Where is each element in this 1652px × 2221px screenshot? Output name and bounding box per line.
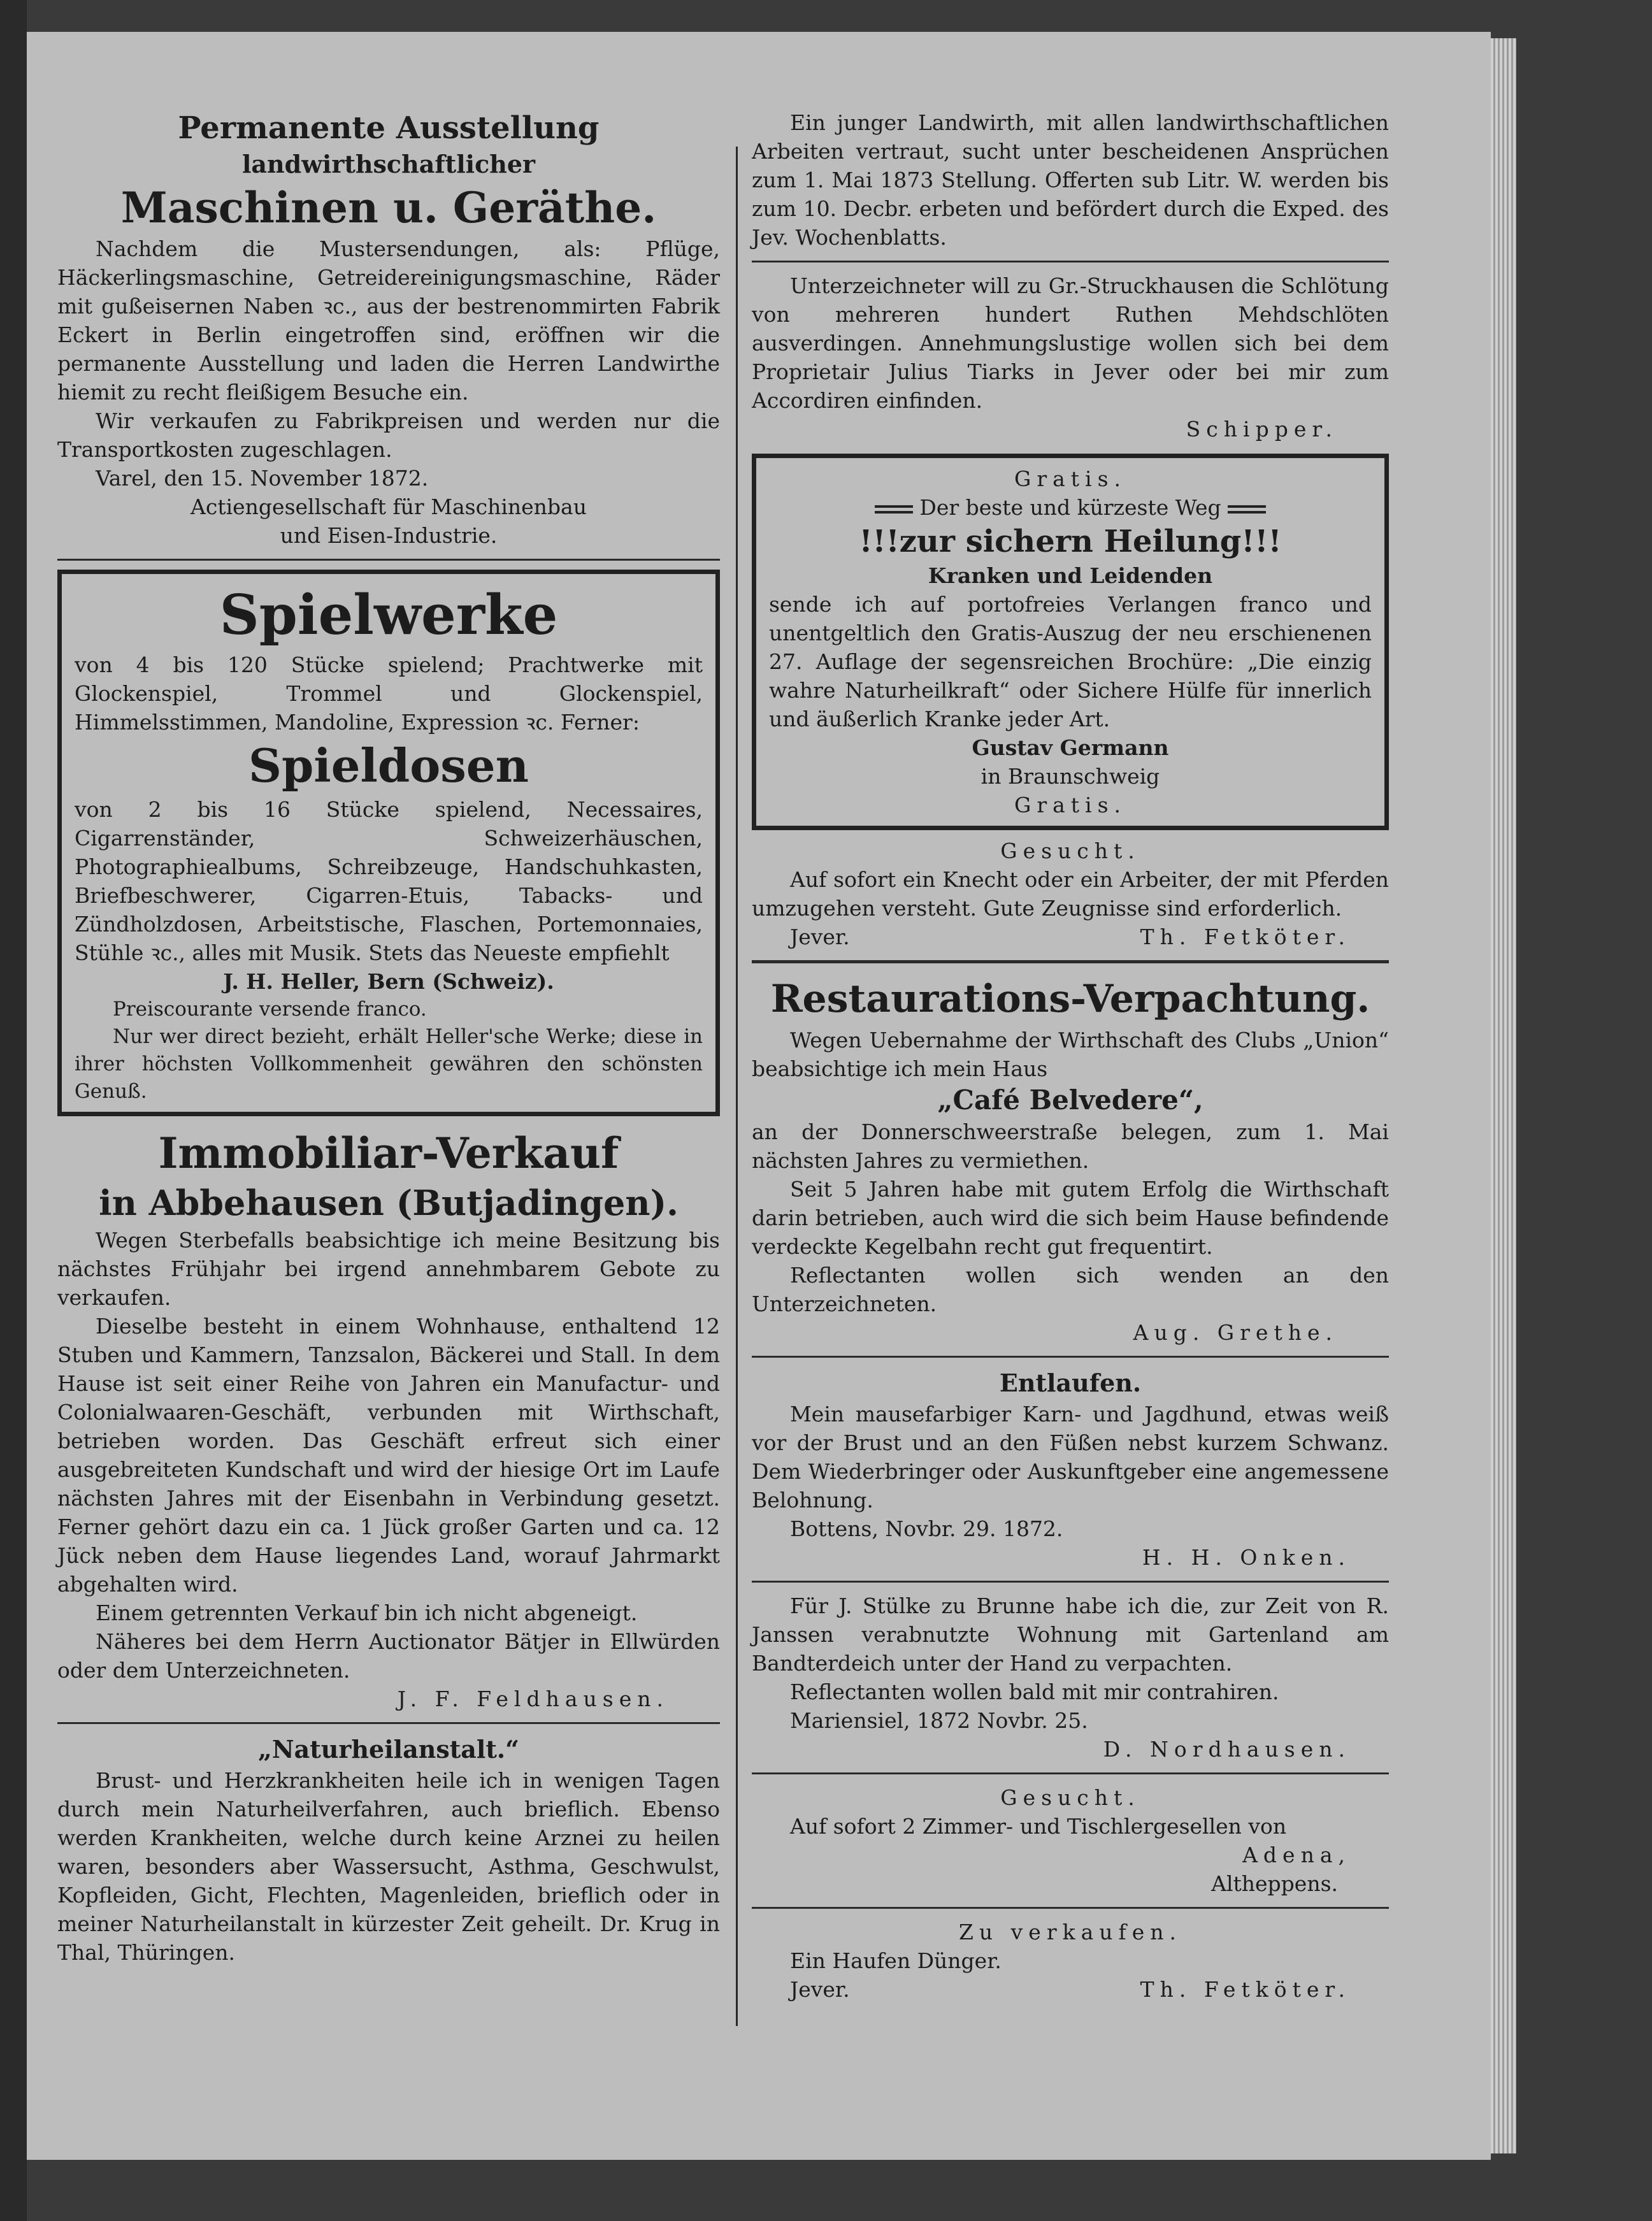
signer: Adena,	[1242, 1843, 1351, 1867]
divider	[752, 1356, 1389, 1358]
divider	[752, 1581, 1389, 1583]
ad-body: Ein Haufen Dünger.	[790, 1948, 1002, 1973]
ad-subtitle: in Abbehausen (Butjadingen).	[99, 1182, 679, 1223]
divider	[752, 1907, 1389, 1909]
signer: Actiengesellschaft für Maschinenbau	[190, 494, 587, 519]
ad-subtitle: landwirthschaftlicher	[241, 150, 536, 178]
signer: J. F. Feldhausen.	[397, 1686, 669, 1711]
ad-body: sende ich auf portofreies Verlangen franco und unentgeltlich den Gratis-Auszug der neu erschienenen 27. Auflage der segensreichen Brochüre: „Die einzig wahre Naturheilkraft“ oder Sichere Hülfe für innerlich und äußerlich Kranke jeder Art.	[769, 592, 1372, 731]
place: Jever.	[790, 1977, 850, 2002]
ad-immobilien	[57, 1126, 720, 1713]
ad-note: Nur wer direct bezieht, erhält Heller'sche Werke; diese in ihrer höchsten Vollkommenheit gewähren den schönsten Genuß.	[75, 1025, 703, 1103]
ad-body: Auf sofort 2 Zimmer- und Tischlergesellen von	[790, 1814, 1287, 1839]
dateline: Mariensiel, 1872 Novbr. 25.	[790, 1708, 1088, 1733]
ornament-rule	[875, 505, 913, 514]
ad-gratis	[752, 454, 1389, 830]
right-column	[752, 108, 1389, 2004]
ad-line-text: Der beste und kürzeste Weg	[919, 495, 1221, 520]
ad-body: Wegen Sterbefalls beabsichtige ich meine Besitzung bis nächstes Frühjahr bei irgend annehmbarem Gebote zu verkaufen.	[57, 1228, 720, 1310]
ad-body: Brust- und Herzkrankheiten heile ich in wenigen Tagen durch mein Naturheilverfahren, auch brieflich. Ebenso werden Krankheiten, welche durch keine Arznei zu heilen waren, besonders aber Wassersucht, Asthma, Geschwulst, Kopfleiden, Gicht, Flechten, Magenleiden, brieflich oder in meiner Naturheilanstalt in kürzester Zeit geheilt. Dr. Krug in Thal, Thüringen.	[57, 1768, 720, 1965]
page-edges	[1491, 38, 1516, 2153]
signer: Aug. Grethe.	[1133, 1320, 1338, 1345]
signature-line	[752, 923, 1389, 951]
divider	[752, 960, 1389, 963]
ad-gesellen	[752, 1783, 1389, 1898]
ad-body: Ein junger Landwirth, mit allen landwirthschaftlichen Arbeiten vertraut, sucht unter bescheidenen Ansprüchen zum 1. Mai 1873 Stellung. Offerten sub Litr. W. werden bis zum 10. Decbr. erbeten und befördert durch die Exped. des Jev. Wochenblatts.	[752, 110, 1389, 250]
divider	[752, 261, 1389, 262]
ad-body: Reflectanten wollen bald mit mir contrahiren.	[790, 1679, 1279, 1704]
ad-subtitle: Kranken und Leidenden	[928, 563, 1213, 588]
ad-entlaufen	[752, 1367, 1389, 1572]
dateline: Varel, den 15. November 1872.	[96, 466, 429, 491]
signature-line	[752, 1975, 1389, 2004]
signer: D. Nordhausen.	[1103, 1737, 1351, 1762]
ad-label: Gratis.	[1014, 793, 1127, 817]
ad-duenger	[752, 1918, 1389, 2004]
ad-headline: Spieldosen	[248, 738, 529, 793]
ad-headline: Entlaufen.	[999, 1369, 1142, 1397]
ad-headline: Gesucht.	[1000, 838, 1140, 863]
ad-body: Seit 5 Jahren habe mit gutem Erfolg die Wirthschaft darin betrieben, auch wird die sich beim Hause befindende verdeckte Kegelbahn recht gut frequentirt.	[752, 1177, 1389, 1259]
signer: Gustav Germann	[972, 735, 1169, 760]
ad-headline: Zu verkaufen.	[958, 1920, 1182, 1944]
ad-name: „Café Belvedere“,	[937, 1084, 1203, 1116]
ad-headline: Spielwerke	[219, 583, 558, 647]
ad-body: Reflectanten wollen sich wenden an den Unterzeichneten.	[752, 1263, 1389, 1316]
ad-headline: „Naturheilanstalt.“	[258, 1735, 519, 1764]
ad-headline: Gesucht.	[1000, 1785, 1140, 1810]
ad-restauration	[752, 972, 1389, 1347]
ad-body: von 2 bis 16 Stücke spielend, Necessaires, Cigarrenständer, Schweizerhäuschen, Photographiealbums, Schreibzeuge, Handschuhkasten, Briefbeschwerer, Cigarren-Etuis, Tabacks- und Zündholzdosen, Arbeitstische, Flaschen, Portemonnaies, Stühle ꝛc., alles mit Musik. Stets das Neueste empfiehlt	[75, 797, 703, 965]
signer-place: Altheppens.	[1211, 1871, 1338, 1896]
signer: Th. Fetköter.	[1140, 1977, 1351, 2002]
dateline: Bottens, Novbr. 29. 1872.	[790, 1516, 1063, 1541]
ad-label: Gratis.	[1014, 466, 1127, 491]
ad-body: Für J. Stülke zu Brunne habe ich die, zur Zeit von R. Janssen verabnutzte Wohnung mit Gartenland am Bandterdeich unter der Hand zu verpachten.	[752, 1593, 1389, 1676]
ad-wohnung	[752, 1592, 1389, 1764]
ad-body: Wir verkaufen zu Fabrikpreisen und werden nur die Transportkosten zugeschlagen.	[57, 408, 720, 462]
divider	[57, 1722, 720, 1724]
ad-headline: Immobiliar-Verkauf	[158, 1128, 619, 1178]
ad-body: Unterzeichneter will zu Gr.-Struckhausen die Schlötung von mehreren hundert Ruthen Mehdschlöten ausverdingen. Annehmungslustige wollen sich bei dem Proprietair Julius Tiarks in Jever oder bei mir zum Accordiren einfinden.	[752, 273, 1389, 413]
ad-body: Einem getrennten Verkauf bin ich nicht abgeneigt.	[96, 1600, 638, 1625]
signer: H. H. Onken.	[1142, 1545, 1351, 1570]
signer-place: in Braunschweig	[980, 764, 1160, 789]
place: Jever.	[790, 924, 850, 949]
ad-note: Preiscourante versende franco.	[113, 998, 427, 1021]
divider	[752, 1772, 1389, 1774]
ad-spielwerke	[57, 570, 720, 1116]
ad-schloetung	[752, 271, 1389, 443]
ad-title: Permanente Ausstellung	[178, 110, 600, 146]
ad-line	[769, 493, 1372, 522]
signer: Th. Fetköter.	[1140, 924, 1351, 949]
ad-body: Nachdem die Mustersendungen, als: Pflüge, Häckerlingsmaschine, Getreidereinigungsmaschine, Räder mit gußeisernen Naben ꝛc., aus der bestrenommirten Fabrik Eckert in Berlin eingetroffen sind, eröffnen wir die permanente Ausstellung und laden die Herren Landwirthe hiemit zu recht fleißigem Besuche ein.	[57, 236, 720, 405]
ad-body: Auf sofort ein Knecht oder ein Arbeiter, der mit Pferden umzugehen versteht. Gute Zeugnisse sind erforderlich.	[752, 867, 1389, 921]
ad-landwirth	[752, 108, 1389, 252]
ad-body: Mein mausefarbiger Karn- und Jagdhund, etwas weiß vor der Brust und an den Füßen nebst kurzem Schwanz. Dem Wiederbringer oder Auskunftgeber eine angemessene Belohnung.	[752, 1402, 1389, 1513]
ad-body: von 4 bis 120 Stücke spielend; Prachtwerke mit Glockenspiel, Trommel und Glockenspiel, Himmelsstimmen, Mandoline, Expression ꝛc. Ferner:	[75, 652, 703, 735]
ad-knecht	[752, 837, 1389, 951]
ad-naturheil	[57, 1733, 720, 1967]
signer: und Eisen-Industrie.	[280, 523, 498, 548]
divider	[57, 559, 720, 561]
ornament-rule	[1228, 505, 1266, 514]
ad-headline: Maschinen u. Geräthe.	[120, 183, 657, 233]
ad-headline: Restaurations-Verpachtung.	[770, 977, 1370, 1021]
ad-body: Dieselbe besteht in einem Wohnhause, enthaltend 12 Stuben und Kammern, Tanzsalon, Bäckerei und Stall. In dem Hause ist seit einer Reihe von Jahren ein Manufactur- und Colonialwaaren-Geschäft, verbunden mit Wirthschaft, betrieben worden. Das Geschäft erfreut sich einer ausgebreiteten Kundschaft und wird der hiesige Ort im Laufe nächsten Jahres mit der Eisenbahn in Verbindung gesetzt. Ferner gehört dazu ein ca. 1 Jück großer Garten und ca. 12 Jück neben dem Hause liegendes Land, worauf Jahrmarkt abgehalten wird.	[57, 1314, 720, 1597]
left-column	[57, 108, 720, 1967]
ad-exhibition	[57, 108, 720, 550]
ad-body: Wegen Uebernahme der Wirthschaft des Clubs „Union“ beabsichtige ich mein Haus	[752, 1028, 1389, 1081]
ad-body: an der Donnerschweerstraße belegen, zum 1. Mai nächsten Jahres zu vermiethen.	[752, 1119, 1389, 1173]
ad-body: Näheres bei dem Herrn Auctionator Bätjer in Ellwürden oder dem Unterzeichneten.	[57, 1629, 720, 1683]
signer: Schipper.	[1186, 417, 1338, 442]
column-divider	[736, 147, 738, 2026]
ad-headline: !!!zur sichern Heilung!!!	[859, 524, 1282, 559]
book-binding	[0, 0, 27, 2221]
signer: J. H. Heller, Bern (Schweiz).	[223, 969, 554, 994]
